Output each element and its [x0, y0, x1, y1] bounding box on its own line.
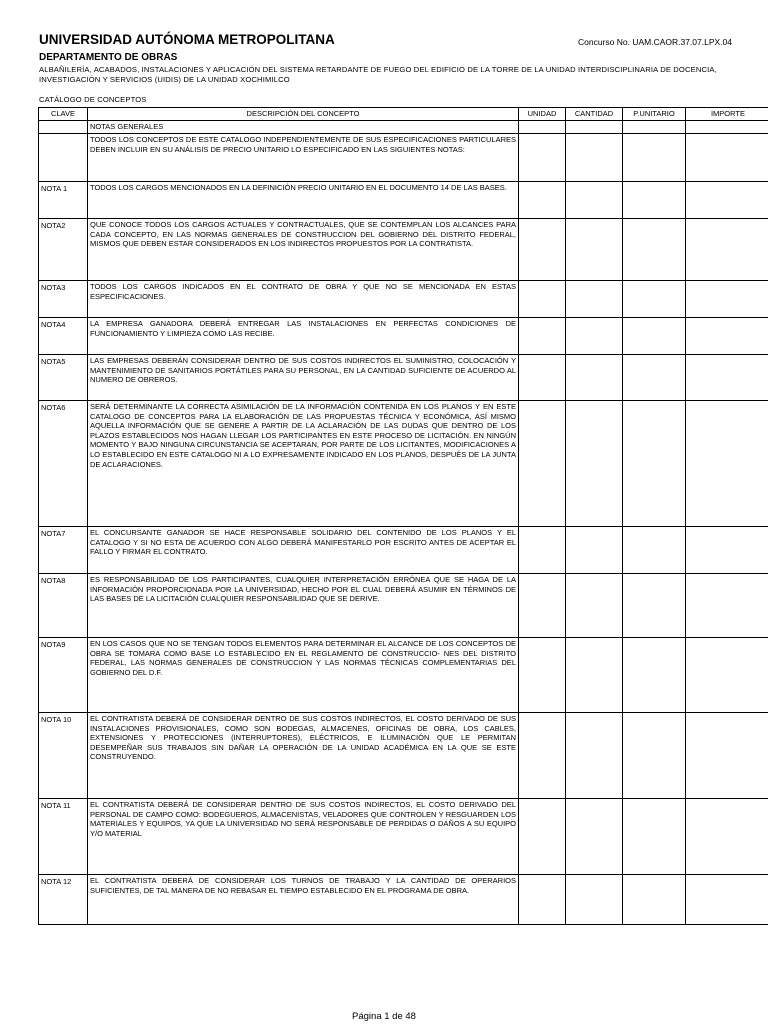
- column-header-punitario: P.UNITARIO: [623, 108, 686, 121]
- punitario-cell: [623, 318, 686, 355]
- cantidad-cell: [566, 401, 623, 527]
- table-row: [39, 875, 768, 925]
- university-title: UNIVERSIDAD AUTÓNOMA METROPOLITANA: [39, 32, 335, 47]
- table-row: [39, 182, 768, 219]
- unidad-cell: [519, 401, 566, 527]
- importe-cell: [686, 182, 768, 219]
- clave-cell: NOTA7: [39, 527, 88, 574]
- unidad-cell: [519, 182, 566, 219]
- unidad-cell: [519, 355, 566, 401]
- cantidad-cell: [566, 355, 623, 401]
- clave-cell: NOTA4: [39, 318, 88, 355]
- clave-cell: NOTA2: [39, 219, 88, 281]
- importe-cell: [686, 799, 768, 875]
- table-row: [39, 638, 768, 713]
- section-clave-cell: [39, 121, 88, 134]
- description-cell: QUE CONOCE TODOS LOS CARGOS ACTUALES Y CONTRACTUALES, QUE SE CONTEMPLAN LOS ALCANCES PARA CADA CONCEPTO, EN LAS NORMAS GENERALES DE CONSTRUCCION DEL GOBIERNO DEL DISTRITO FEDERAL, MISMOS QUE DEBEN ESTAR CONSIDERADOS EN LOS INDIRECTOS PROPUESTOS POR LA CONTRATISTA.: [88, 219, 519, 281]
- clave-cell: NOTA5: [39, 355, 88, 401]
- punitario-cell: [623, 281, 686, 318]
- description-cell: EL CONTRATISTA DEBERÁ DE CONSIDERAR DENTRO DE SUS COSTOS INDIRECTOS, EL COSTO DERIVADO DEL PERSONAL DE CAMPO COMO: BODEGUEROS, ALMACENISTAS, VELADORES QUE CONTROLEN Y RESGUARDEN LOS MATERIALES Y EQUIPOS, YA QUE LA UNIVERSIDAD NO SERÁ RESPONSABLE DE PERDIDAS O DAÑOS A SU EQUIPO Y/O MATERIAL: [88, 799, 519, 875]
- clave-cell: NOTA6: [39, 401, 88, 527]
- table-row: [39, 713, 768, 799]
- cantidad-cell: [566, 713, 623, 799]
- clave-cell: NOTA 10: [39, 713, 88, 799]
- column-header-unidad: UNIDAD: [519, 108, 566, 121]
- column-header-cantidad: CANTIDAD: [566, 108, 623, 121]
- cantidad-cell: [566, 527, 623, 574]
- cantidad-cell: [566, 875, 623, 925]
- importe-cell: [686, 318, 768, 355]
- unidad-cell: [519, 219, 566, 281]
- cantidad-cell: [566, 574, 623, 638]
- clave-cell: NOTA 12: [39, 875, 88, 925]
- importe-cell: [686, 281, 768, 318]
- punitario-cell: [623, 713, 686, 799]
- table-header-row: [39, 108, 768, 121]
- clave-cell: NOTA9: [39, 638, 88, 713]
- cantidad-cell: [566, 134, 623, 182]
- table-row: [39, 281, 768, 318]
- description-cell: SERÁ DETERMINANTE LA CORRECTA ASIMILACIÓN DE LA INFORMACIÓN CONTENIDA EN LOS PLANOS Y EN ESTE CATALOGO DE CONCEPTOS PARA LA ELABORACIÓN DE LAS PROPUESTAS TÉCNICA Y ECONÓMICA, ASÍ MISMO AQUELLA INFORMACIÓN QUE SE GENERE A PARTIR DE LA ACLARACIÓN DE LAS DUDAS QUE DENTRO DE LOS PLAZOS ESTABLECIDOS NOS HAGAN LLEGAR LOS PARTICIPANTES EN ESTE PROCESO DE LICITACIÓN. EN NINGÚN MOMENTO Y BAJO NINGUNA CIRCUNSTANCIA SE ACEPTARAN, POR PARTE DE LOS LICITANTES, MODIFICACIONES A LO ESTABLECIDO EN ESTE CATALOGO NI A LO EXPRESAMENTE INDICADO EN LOS PLANOS, DESPUÉS DE LA JUNTA DE ACLARACIONES.: [88, 401, 519, 527]
- page-number: Página 1 de 48: [352, 1011, 416, 1022]
- importe-cell: [686, 638, 768, 713]
- concurso-number: Concurso No. UAM.CAOR.37.07.LPX.04: [577, 37, 732, 47]
- empty-cell: [623, 121, 686, 134]
- punitario-cell: [623, 638, 686, 713]
- importe-cell: [686, 134, 768, 182]
- punitario-cell: [623, 182, 686, 219]
- importe-cell: [686, 574, 768, 638]
- cantidad-cell: [566, 219, 623, 281]
- project-description: ALBAÑILERÍA, ACABADOS, INSTALACIONES Y APLICACIÓN DEL SISTEMA RETARDANTE DE FUEGO DEL EDIFICIO DE LA TORRE DE LA UNIDAD INTERDISCIPLINARIA DE DOCENCIA, INVESTIGACIÓN Y SERVICIOS (UIDIS) DE LA UNIDAD XOCHIMILCO: [39, 65, 717, 84]
- table-row: [39, 355, 768, 401]
- cantidad-cell: [566, 638, 623, 713]
- table-row: [39, 219, 768, 281]
- punitario-cell: [623, 574, 686, 638]
- column-header-importe: IMPORTE: [686, 108, 768, 121]
- punitario-cell: [623, 527, 686, 574]
- unidad-cell: [519, 134, 566, 182]
- unidad-cell: [519, 875, 566, 925]
- unidad-cell: [519, 318, 566, 355]
- description-cell: EL CONTRATISTA DEBERÁ DE CONSIDERAR DENTRO DE SUS COSTOS INDIRECTOS, EL COSTO DERIVADO DE SUS INSTALACIONES PROVISIONALES, COMO SON BODEGAS, ALMACENES, OFICINAS DE OBRA, LOS CABLES, EXTENSIONES Y PROTECCIONES (INTERRUPTORES), ELÉCTRICOS, E ILUMINACIÓN QUE LE PERMITAN DESEMPEÑAR SUS TRABAJOS SIN DAÑAR LA OPERACIÓN DE LA UNIDAD ACADÉMICA EN LA QUE SE ESTE CONSTRUYENDO.: [88, 713, 519, 799]
- department-title: DEPARTAMENTO DE OBRAS: [39, 52, 178, 63]
- column-header-clave: CLAVE: [39, 108, 88, 121]
- table-row: [39, 401, 768, 527]
- unidad-cell: [519, 281, 566, 318]
- table-row: [39, 799, 768, 875]
- punitario-cell: [623, 219, 686, 281]
- cantidad-cell: [566, 281, 623, 318]
- column-header-descripcion: DESCRIPCIÓN DEL CONCEPTO: [88, 108, 519, 121]
- description-cell: TODOS LOS CARGOS INDICADOS EN EL CONTRATO DE OBRA Y QUE NO SE MENCIONADA EN ESTAS ESPECIFICACIONES.: [88, 281, 519, 318]
- description-cell: LAS EMPRESAS DEBERÁN CONSIDERAR DENTRO DE SUS COSTOS INDIRECTOS EL SUMINISTRO, COLOCACIÓN Y MANTENIMIENTO DE SANITARIOS PORTÁTILES PARA SU PERSONAL, EN LA CANTIDAD SUFICIENTE DE ACUERDO AL NUMERO DE OBREROS.: [88, 355, 519, 401]
- importe-cell: [686, 527, 768, 574]
- cantidad-cell: [566, 182, 623, 219]
- table-row: [39, 134, 768, 182]
- empty-cell: [566, 121, 623, 134]
- unidad-cell: [519, 713, 566, 799]
- clave-cell: [39, 134, 88, 182]
- description-cell: EL CONCURSANTE GANADOR SE HACE RESPONSABLE SOLIDARIO DEL CONTENIDO DE LOS PLANOS Y EL CATALOGO Y SI NO ESTA DE ACUERDO CON ALGO DEBERÁ MANIFESTARLO POR ESCRITO ANTES DE ACEPTAR EL FALLO Y FIRMAR EL CONTRATO.: [88, 527, 519, 574]
- punitario-cell: [623, 875, 686, 925]
- section-row: [39, 121, 768, 134]
- importe-cell: [686, 355, 768, 401]
- clave-cell: NOTA8: [39, 574, 88, 638]
- punitario-cell: [623, 355, 686, 401]
- description-cell: ES RESPONSABILIDAD DE LOS PARTICIPANTES, CUALQUIER INTERPRETACIÓN ERRÓNEA QUE SE HAGA DE LA INFORMACIÓN PROPORCIONADA POR LA UNIVERSIDAD, HECHO POR EL CUAL DEBERÁ ASUMIR EN TÉRMINOS DE LAS BASES DE LA LICITACIÓN CUALQUIER RESPONSABILIDAD QUE SE DERIVE.: [88, 574, 519, 638]
- cantidad-cell: [566, 318, 623, 355]
- unidad-cell: [519, 527, 566, 574]
- table-row: [39, 527, 768, 574]
- cantidad-cell: [566, 799, 623, 875]
- punitario-cell: [623, 134, 686, 182]
- unidad-cell: [519, 574, 566, 638]
- description-cell: EN LOS CASOS QUE NO SE TENGAN TODOS ELEMENTOS PARA DETERMINAR EL ALCANCE DE LOS CONCEPTOS DE OBRA SE TOMARA COMO BASE LO ESTABLECIDO EN EL REGLAMENTO DE CONSTRUCCIO- NES DEL DISTRITO FEDERAL, LAS NORMAS GENERALES DE CONSTRUCCION Y LAS NORMAS TÉCNICAS COMPLEMENTARIAS DEL GOBIERNO DEL D.F.: [88, 638, 519, 713]
- unidad-cell: [519, 638, 566, 713]
- concepts-table: [38, 107, 768, 925]
- importe-cell: [686, 219, 768, 281]
- importe-cell: [686, 401, 768, 527]
- description-cell: TODOS LOS CARGOS MENCIONADOS EN LA DEFINICIÓN PRECIO UNITARIO EN EL DOCUMENTO 14 DE LAS BASES.: [88, 182, 519, 219]
- description-cell: LA EMPRESA GANADORA DEBERÁ ENTREGAR LAS INSTALACIONES EN PERFECTAS CONDICIONES DE FUNCIONAMIENTO Y LIMPIEZA COMO LAS RECIBE.: [88, 318, 519, 355]
- table-row: [39, 574, 768, 638]
- description-cell: TODOS LOS CONCEPTOS DE ESTE CATALOGO INDEPENDIENTEMENTE DE SUS ESPECIFICACIONES PARTICULARES DEBEN INCLUIR EN SU ANÁLISIS DE PRECIO UNITARIO LO ESPECIFICADO EN LAS SIGUIENTES NOTAS:: [88, 134, 519, 182]
- importe-cell: [686, 713, 768, 799]
- catalog-label: CATÁLOGO DE CONCEPTOS: [39, 95, 147, 104]
- clave-cell: NOTA3: [39, 281, 88, 318]
- empty-cell: [686, 121, 768, 134]
- unidad-cell: [519, 799, 566, 875]
- punitario-cell: [623, 799, 686, 875]
- description-cell: EL CONTRATISTA DEBERÁ DE CONSIDERAR LOS TURNOS DE TRABAJO Y LA CANTIDAD DE OPERARIOS SUFICIENTES, DE TAL MANERA DE NO REBASAR EL TIEMPO ESTABLECIDO EN EL PROGRAMA DE OBRA.: [88, 875, 519, 925]
- importe-cell: [686, 875, 768, 925]
- empty-cell: [519, 121, 566, 134]
- section-title: NOTAS GENERALES: [88, 121, 519, 134]
- punitario-cell: [623, 401, 686, 527]
- clave-cell: NOTA 11: [39, 799, 88, 875]
- clave-cell: NOTA 1: [39, 182, 88, 219]
- table-row: [39, 318, 768, 355]
